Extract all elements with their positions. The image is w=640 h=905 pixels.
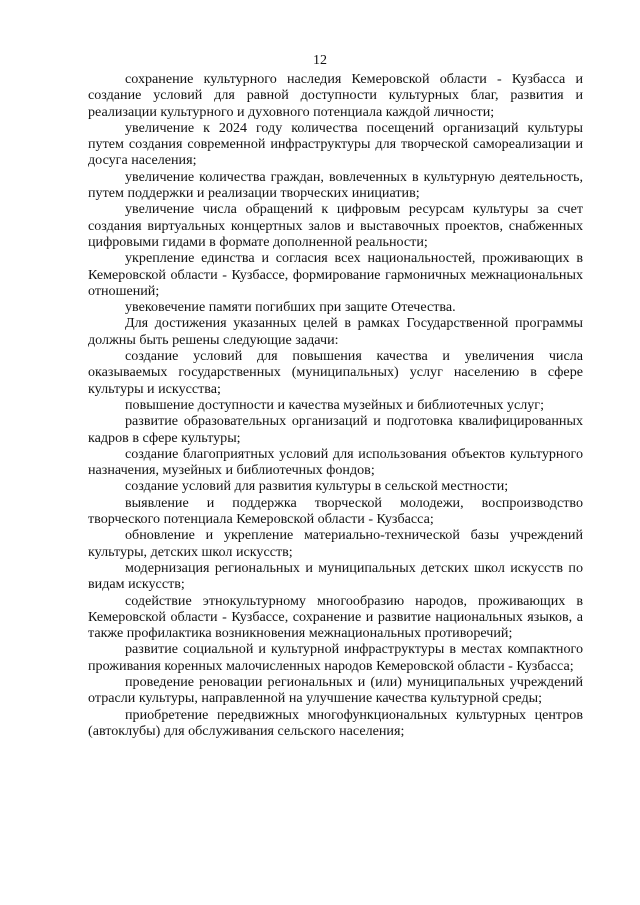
paragraph: развитие образовательных организаций и подготовка квалифицированных кадров в сфере культуры; — [88, 413, 583, 446]
paragraph: укрепление единства и согласия всех национальностей, проживающих в Кемеровской области - Кузбассе, формирование гармоничных межнациональных отношений; — [88, 250, 583, 299]
page-number: 12 — [313, 53, 327, 68]
paragraph: выявление и поддержка творческой молодежи, воспроизводство творческого потенциала Кемеровской области - Кузбасса; — [88, 494, 583, 528]
paragraph: обновление и укрепление материально-технической базы учреждений культуры, детских школ искусств; — [88, 527, 583, 560]
paragraph: приобретение передвижных многофункциональных культурных центров (автоклубы) для обслуживания сельского населения; — [88, 706, 583, 739]
paragraph: развитие социальной и культурной инфраструктуры в местах компактного проживания коренных малочисленных народов Кемеровской области - Кузбасса; — [88, 641, 583, 674]
paragraph: создание благоприятных условий для использования объектов культурного назначения, музейных и библиотечных фондов; — [88, 445, 583, 479]
paragraph: повышение доступности и качества музейных и библиотечных услуг; — [125, 396, 544, 413]
paragraph: проведение реновации региональных и (или) муниципальных учреждений отрасли культуры, направленной на улучшение качества культурной среды; — [88, 673, 583, 707]
body-text — [88, 71, 583, 739]
paragraph: создание условий для повышения качества и увеличения числа оказываемых государственных (муниципальных) услуг населению в сфере культуры и искусства; — [88, 348, 583, 397]
paragraph: сохранение культурного наследия Кемеровской области - Кузбасса и создание условий для равной доступности культурных благ, развития и реализации культурного и духовного потенциала каждой личности; — [88, 71, 583, 120]
paragraph: содействие этнокультурному многообразию народов, проживающих в Кемеровской области - Кузбассе, сохранение и развитие национальных языков, а также профилактика возникновения межнациональных противоречий; — [88, 592, 583, 642]
paragraph: увеличение числа обращений к цифровым ресурсам культуры за счет создания виртуальных концертных залов и выставочных проектов, снабженных цифровыми гидами в формате дополненной реальности; — [88, 201, 583, 250]
paragraph: создание условий для развития культуры в сельской местности; — [125, 478, 509, 495]
paragraph: увеличение количества граждан, вовлеченных в культурную деятельность, путем поддержки и реализации творческих инициатив; — [88, 168, 583, 202]
paragraph: Для достижения указанных целей в рамках Государственной программы должны быть решены следующие задачи: — [88, 315, 583, 348]
paragraph: модернизация региональных и муниципальных детских школ искусств по видам искусств; — [88, 559, 583, 593]
paragraph: увековечение памяти погибших при защите Отечества. — [125, 299, 456, 316]
paragraph: увеличение к 2024 году количества посещений организаций культуры путем создания современной инфраструктуры для творческой самореализации и досуга населения; — [88, 119, 583, 169]
